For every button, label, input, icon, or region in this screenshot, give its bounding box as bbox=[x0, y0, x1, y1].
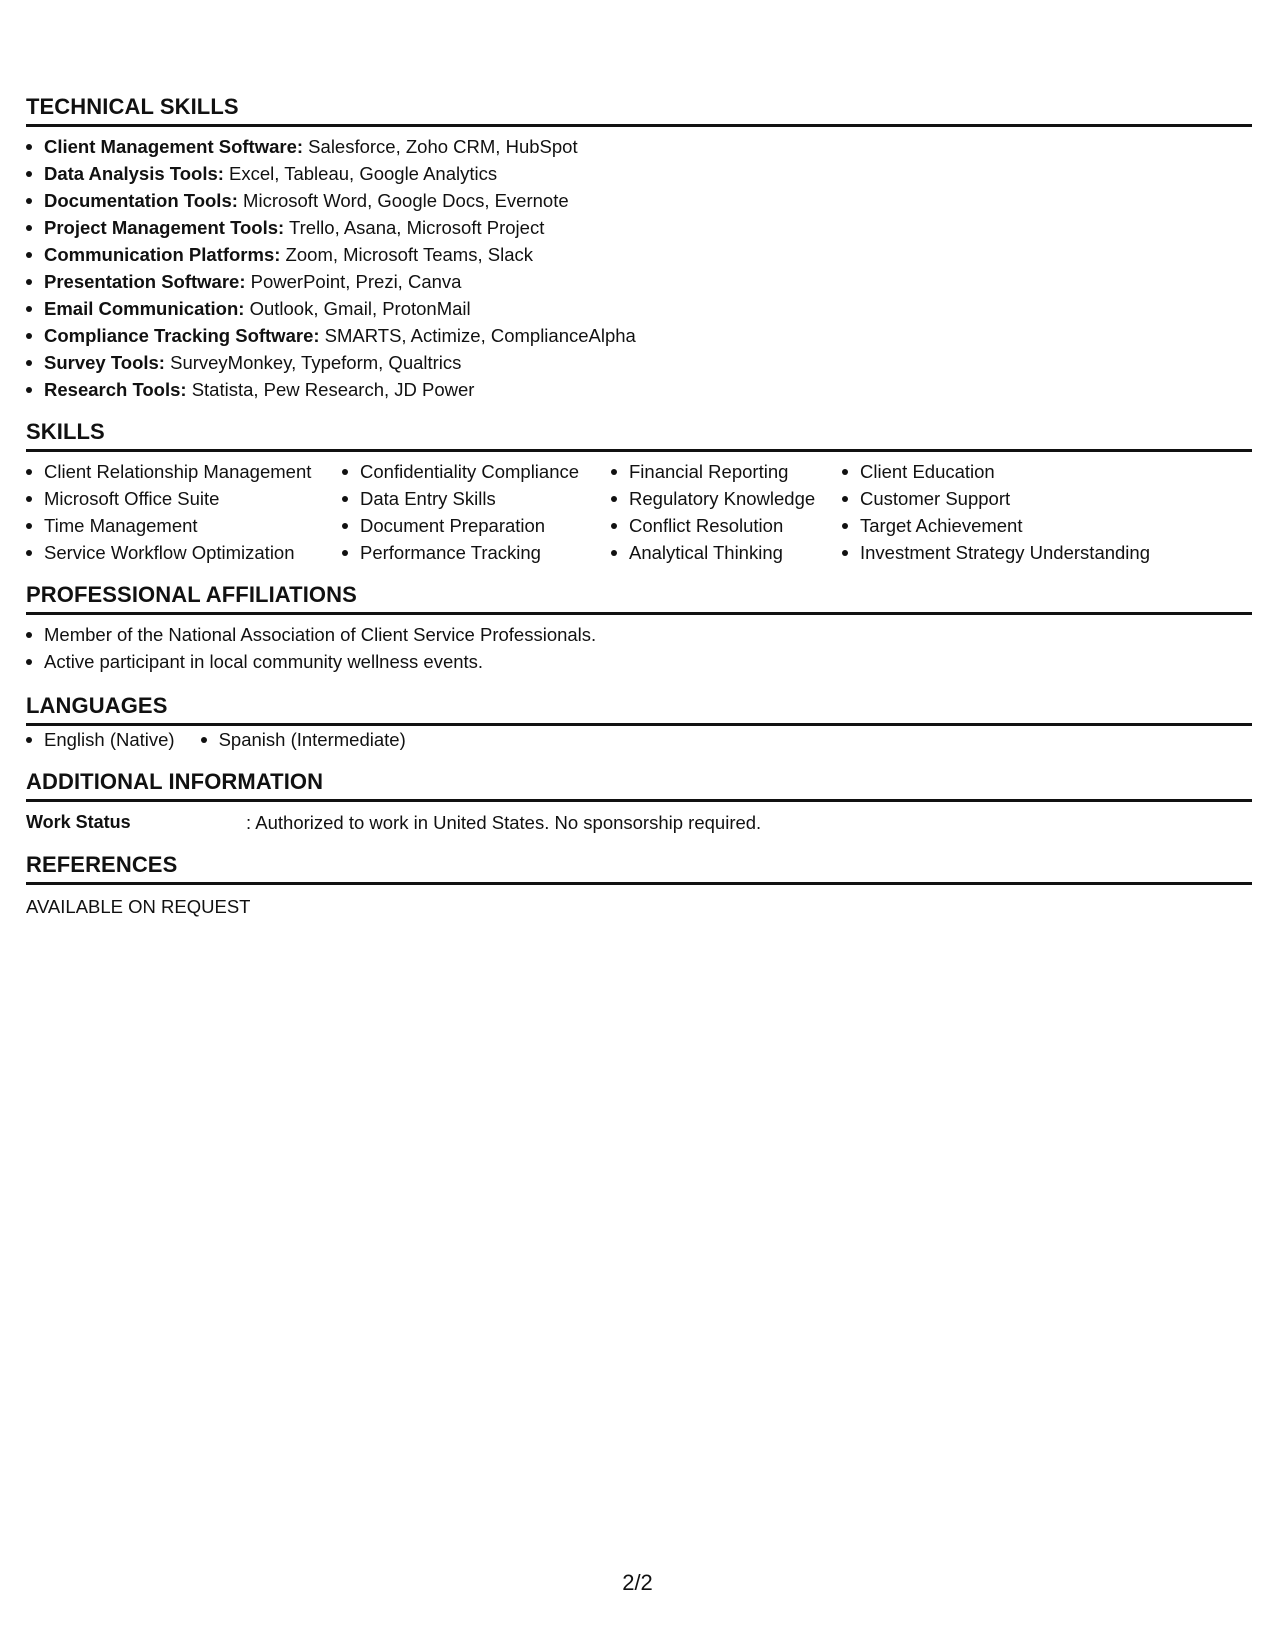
list-item: English (Native) bbox=[26, 726, 175, 753]
list-item: Microsoft Office Suite bbox=[26, 485, 342, 512]
references-section bbox=[26, 852, 1252, 920]
work-status-label: Work Status bbox=[26, 812, 131, 832]
languages-list bbox=[26, 726, 1252, 753]
list-item bbox=[26, 349, 1252, 376]
list-item bbox=[26, 322, 1252, 349]
list-item: Investment Strategy Understanding bbox=[842, 539, 1202, 566]
technical-skills-list bbox=[26, 133, 1252, 403]
skill-category-value: Excel, Tableau, Google Analytics bbox=[223, 163, 498, 184]
skill-category-label: Email Communication: bbox=[44, 298, 245, 319]
skill-category-value: Microsoft Word, Google Docs, Evernote bbox=[237, 190, 569, 211]
section-title-languages: LANGUAGES bbox=[26, 693, 168, 718]
skill-category-label: Compliance Tracking Software: bbox=[44, 325, 320, 346]
list-item: Client Relationship Management bbox=[26, 458, 342, 485]
section-divider bbox=[26, 882, 1252, 885]
list-item: Service Workflow Optimization bbox=[26, 539, 342, 566]
skills-column-4 bbox=[842, 458, 1202, 566]
list-item: Conflict Resolution bbox=[611, 512, 842, 539]
list-item bbox=[26, 376, 1252, 403]
skill-category-label: Communication Platforms: bbox=[44, 244, 281, 265]
section-title-professional-affiliations: PROFESSIONAL AFFILIATIONS bbox=[26, 582, 357, 607]
technical-skills-section bbox=[26, 94, 1252, 403]
skill-category-value: PowerPoint, Prezi, Canva bbox=[245, 271, 462, 292]
list-item: Data Entry Skills bbox=[342, 485, 611, 512]
list-item: Active participant in local community wellness events. bbox=[26, 648, 1252, 675]
additional-information-section bbox=[26, 769, 1252, 836]
skill-category-label: Data Analysis Tools: bbox=[44, 163, 224, 184]
list-item: Client Education bbox=[842, 458, 1202, 485]
skill-category-label: Presentation Software: bbox=[44, 271, 246, 292]
skill-category-value: Outlook, Gmail, ProtonMail bbox=[244, 298, 471, 319]
skills-column-3 bbox=[611, 458, 842, 566]
skills-section bbox=[26, 419, 1252, 566]
skills-column-2 bbox=[342, 458, 611, 566]
section-title-technical-skills: TECHNICAL SKILLS bbox=[26, 94, 239, 119]
references-text: AVAILABLE ON REQUEST bbox=[26, 896, 251, 917]
skills-grid bbox=[26, 458, 1252, 566]
skill-category-label: Project Management Tools: bbox=[44, 217, 285, 238]
list-item: Spanish (Intermediate) bbox=[201, 726, 406, 753]
list-item bbox=[26, 214, 1252, 241]
list-item: Confidentiality Compliance bbox=[342, 458, 611, 485]
list-item: Member of the National Association of Client Service Professionals. bbox=[26, 621, 1252, 648]
skill-category-value: SurveyMonkey, Typeform, Qualtrics bbox=[164, 352, 462, 373]
section-divider bbox=[26, 799, 1252, 802]
list-item: Customer Support bbox=[842, 485, 1202, 512]
list-item: Document Preparation bbox=[342, 512, 611, 539]
list-item: Performance Tracking bbox=[342, 539, 611, 566]
work-status-value: : Authorized to work in United States. No sponsorship required. bbox=[246, 812, 762, 833]
list-item: Time Management bbox=[26, 512, 342, 539]
section-divider bbox=[26, 124, 1252, 127]
list-item bbox=[26, 133, 1252, 160]
skill-category-label: Survey Tools: bbox=[44, 352, 165, 373]
professional-affiliations-section bbox=[26, 582, 1252, 675]
list-item: Financial Reporting bbox=[611, 458, 842, 485]
list-item bbox=[26, 187, 1252, 214]
section-title-references: REFERENCES bbox=[26, 852, 178, 877]
section-divider bbox=[26, 449, 1252, 452]
skills-column-1 bbox=[26, 458, 342, 566]
list-item: Analytical Thinking bbox=[611, 539, 842, 566]
list-item: Regulatory Knowledge bbox=[611, 485, 842, 512]
skill-category-value: SMARTS, Actimize, ComplianceAlpha bbox=[319, 325, 636, 346]
list-item bbox=[26, 160, 1252, 187]
section-title-additional-information: ADDITIONAL INFORMATION bbox=[26, 769, 324, 794]
skill-category-label: Research Tools: bbox=[44, 379, 187, 400]
list-item bbox=[26, 295, 1252, 322]
section-title-skills: SKILLS bbox=[26, 419, 105, 444]
skill-category-value: Trello, Asana, Microsoft Project bbox=[284, 217, 545, 238]
skill-category-label: Client Management Software: bbox=[44, 136, 304, 157]
resume-page bbox=[26, 94, 1252, 920]
skill-category-label: Documentation Tools: bbox=[44, 190, 238, 211]
list-item: Target Achievement bbox=[842, 512, 1202, 539]
languages-section bbox=[26, 693, 1252, 753]
page-number: 2/2 bbox=[622, 1570, 653, 1595]
list-item bbox=[26, 268, 1252, 295]
skill-category-value: Statista, Pew Research, JD Power bbox=[186, 379, 475, 400]
section-divider bbox=[26, 612, 1252, 615]
list-item bbox=[26, 241, 1252, 268]
work-status-row bbox=[26, 809, 1252, 836]
affiliations-list bbox=[26, 621, 1252, 675]
skill-category-value: Zoom, Microsoft Teams, Slack bbox=[280, 244, 533, 265]
skill-category-value: Salesforce, Zoho CRM, HubSpot bbox=[303, 136, 578, 157]
